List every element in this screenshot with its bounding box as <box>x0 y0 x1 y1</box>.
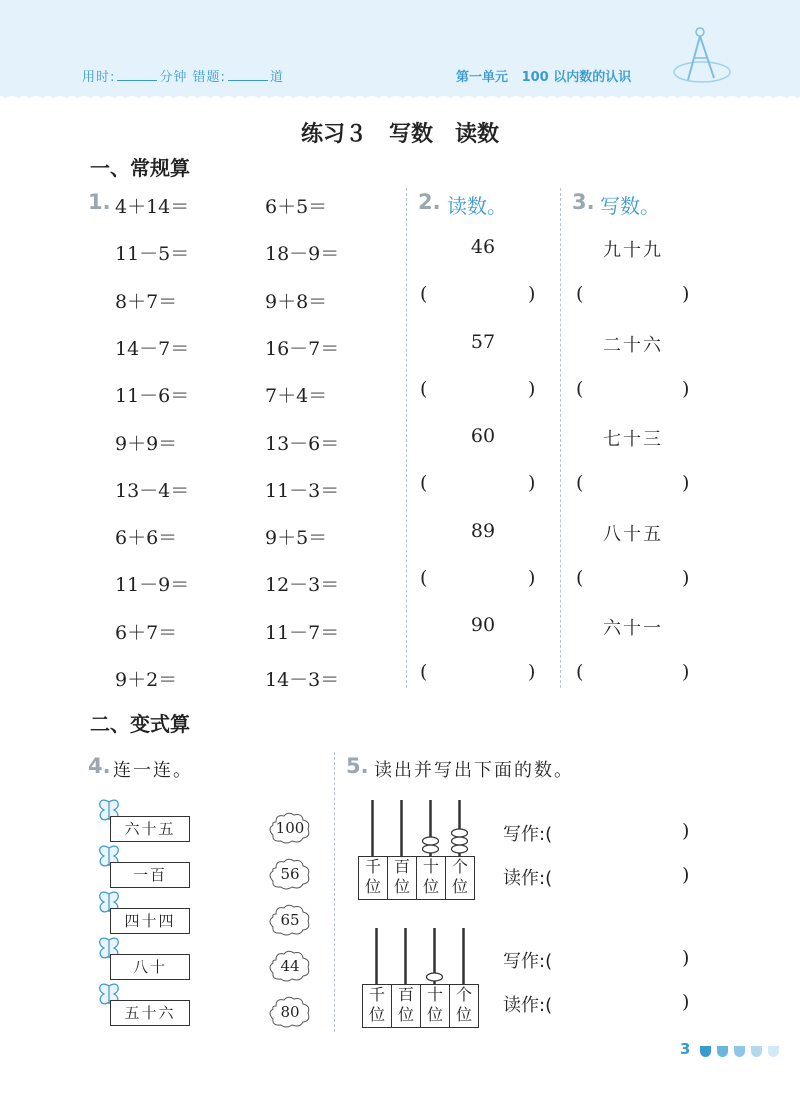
answer-blank[interactable] <box>434 282 524 306</box>
page-decoration-dot <box>751 1046 762 1057</box>
answer-paren-open: ( <box>576 566 584 589</box>
question-2-title: 读数。 <box>447 194 507 218</box>
number-words: 八十五 <box>603 523 663 545</box>
question-5-title: 读出并写出下面的数。 <box>374 760 574 781</box>
answer-paren-close: ) <box>682 566 690 589</box>
arithmetic-problem: 11－9＝ <box>115 574 190 597</box>
answer-blank[interactable] <box>590 660 680 684</box>
match-word-box[interactable]: 六十五 <box>110 816 190 842</box>
number-to-read: 60 <box>470 425 496 447</box>
place-suffix: 位 <box>393 877 410 896</box>
question-3-title: 写数。 <box>600 194 660 218</box>
place-name: 百 <box>397 985 414 1004</box>
page-decoration-dot <box>734 1046 745 1057</box>
place-value-cell <box>420 984 450 1028</box>
number-to-read: 57 <box>470 330 496 353</box>
answer-paren-close: ) <box>528 566 536 589</box>
match-number: 80 <box>280 1003 300 1021</box>
arithmetic-problem: 13－6＝ <box>265 432 340 455</box>
match-number: 56 <box>280 865 300 883</box>
answer-paren-close: ) <box>528 283 536 305</box>
arithmetic-problem: 11－7＝ <box>265 621 340 644</box>
answer-blank[interactable] <box>590 377 680 401</box>
abacus-rods <box>358 800 474 856</box>
answer-label: 读作:( <box>503 995 553 1016</box>
place-name: 十 <box>422 857 439 876</box>
read-answer-blank[interactable] <box>585 989 680 1013</box>
answer-paren-close: ) <box>528 377 536 400</box>
arithmetic-problem: 6＋5＝ <box>265 196 328 218</box>
abacus-bead <box>452 829 468 837</box>
answer-paren-close: ) <box>682 377 690 400</box>
answer-paren-close: ) <box>682 864 690 886</box>
arithmetic-problem: 7＋4＝ <box>265 385 328 408</box>
page-decoration-dot <box>768 1046 779 1057</box>
answer-paren-open: ( <box>420 283 428 305</box>
number-to-read: 46 <box>470 236 496 258</box>
arithmetic-problem: 11－6＝ <box>115 385 190 408</box>
abacus <box>358 800 474 900</box>
answer-blank[interactable] <box>434 377 524 401</box>
match-number-cloud[interactable] <box>270 952 310 980</box>
match-number-cloud[interactable] <box>270 906 310 934</box>
answer-paren-open: ( <box>420 566 428 589</box>
errors-blank[interactable] <box>228 68 268 81</box>
match-word-box[interactable]: 五十六 <box>110 1000 190 1026</box>
place-name: 千 <box>368 985 385 1004</box>
place-name: 百 <box>393 857 410 876</box>
answer-paren-close: ) <box>682 820 690 842</box>
time-blank[interactable] <box>117 68 157 81</box>
abacus-bead <box>423 837 439 845</box>
column-divider <box>334 752 335 1032</box>
answer-blank[interactable] <box>434 566 524 590</box>
header-scallop-edge <box>0 92 800 102</box>
arithmetic-problem: 9＋2＝ <box>115 669 178 691</box>
answer-label: 写作:( <box>503 951 553 972</box>
page-title: 练习３ 写数 读数 <box>300 122 499 147</box>
answer-label: 写作:( <box>503 824 553 845</box>
arithmetic-problem: 9＋9＝ <box>115 432 178 455</box>
answer-paren-close: ) <box>528 472 536 494</box>
answer-blank[interactable] <box>434 660 524 684</box>
answer-blank[interactable] <box>590 471 680 495</box>
place-name: 个 <box>451 857 468 876</box>
abacus-bead <box>427 973 443 981</box>
arithmetic-problem: 8＋7＝ <box>115 290 178 313</box>
answer-blank[interactable] <box>434 471 524 495</box>
place-suffix: 位 <box>364 877 381 896</box>
place-suffix: 位 <box>455 1005 472 1024</box>
place-value-cell <box>391 984 421 1028</box>
place-name: 千 <box>364 857 381 876</box>
place-name: 十 <box>426 985 443 1004</box>
answer-blank[interactable] <box>590 282 680 306</box>
count-label: 道 <box>269 70 284 85</box>
arithmetic-problem: 12－3＝ <box>265 574 340 597</box>
answer-paren-open: ( <box>420 472 428 494</box>
number-words: 九十九 <box>603 240 663 261</box>
match-word-box[interactable]: 四十四 <box>110 908 190 934</box>
answer-paren-open: ( <box>420 661 428 683</box>
place-value-cell <box>445 856 475 900</box>
arithmetic-problem: 14－7＝ <box>115 337 190 360</box>
answer-paren-close: ) <box>528 661 536 683</box>
abacus-bead <box>423 845 439 853</box>
page-decoration-dot <box>700 1046 711 1057</box>
answer-paren-open: ( <box>420 377 428 400</box>
answer-paren-open: ( <box>576 661 584 683</box>
match-word-box[interactable]: 一百 <box>110 862 190 888</box>
answer-paren-open: ( <box>576 377 584 400</box>
column-divider <box>406 188 407 688</box>
number-to-read: 90 <box>470 614 496 636</box>
unit-title: 100 以内数的认识 <box>521 70 632 85</box>
section-heading-routine: 一、常规算 <box>90 156 190 180</box>
place-suffix: 位 <box>451 877 468 896</box>
answer-blank[interactable] <box>590 566 680 590</box>
answer-paren-open: ( <box>576 472 584 494</box>
place-value-cell <box>416 856 446 900</box>
errors-label: 错题: <box>192 70 226 85</box>
time-errors-record <box>82 66 284 85</box>
arithmetic-problem: 16－7＝ <box>265 337 340 360</box>
place-suffix: 位 <box>397 1005 414 1024</box>
number-words: 二十六 <box>603 334 663 356</box>
abacus-bead <box>452 837 468 845</box>
arithmetic-problem: 9＋5＝ <box>265 527 328 550</box>
answer-paren-close: ) <box>682 661 690 683</box>
place-value-cell <box>449 984 479 1028</box>
place-suffix: 位 <box>422 877 439 896</box>
compass-icon <box>668 24 732 90</box>
abacus <box>362 928 478 1028</box>
place-value-cell <box>387 856 417 900</box>
arithmetic-problem: 4＋14＝ <box>115 196 190 218</box>
match-number: 44 <box>280 957 300 975</box>
question-2-number: 2. <box>418 190 441 214</box>
time-label: 用时: <box>82 70 116 85</box>
number-words: 六十一 <box>603 618 663 639</box>
question-1-number: 1. <box>88 190 111 214</box>
column-divider <box>560 188 561 688</box>
match-number-cloud[interactable] <box>270 998 310 1026</box>
arithmetic-problem: 14－3＝ <box>265 669 340 691</box>
question-5-number: 5. <box>346 754 369 778</box>
question-3-number: 3. <box>572 190 595 214</box>
page-decoration-dot <box>717 1046 728 1057</box>
answer-paren-close: ) <box>682 283 690 305</box>
answer-paren-close: ) <box>682 472 690 494</box>
arithmetic-problem: 6＋7＝ <box>115 621 178 644</box>
abacus-bead <box>452 845 468 853</box>
page-number: 3 <box>680 1040 691 1058</box>
answer-paren-close: ) <box>682 947 690 969</box>
arithmetic-problem: 11－3＝ <box>265 479 340 502</box>
number-words: 七十三 <box>603 429 663 450</box>
number-to-read: 89 <box>470 519 496 542</box>
write-answer-blank[interactable] <box>585 818 680 842</box>
match-number-cloud[interactable] <box>270 860 310 888</box>
write-answer-blank[interactable] <box>585 945 680 969</box>
place-suffix: 位 <box>368 1005 385 1024</box>
arithmetic-problem: 11－5＝ <box>115 243 190 266</box>
abacus-rods <box>362 928 478 984</box>
place-name: 个 <box>455 985 472 1004</box>
question-4-number: 4. <box>88 754 111 778</box>
match-word-box[interactable]: 八十 <box>110 954 190 980</box>
minute-label: 分钟 <box>159 70 188 85</box>
match-number: 65 <box>280 911 300 929</box>
place-suffix: 位 <box>426 1005 443 1024</box>
arithmetic-problem: 18－9＝ <box>265 243 340 266</box>
unit-label: 第一单元 <box>456 70 509 85</box>
answer-paren-close: ) <box>682 991 690 1013</box>
unit-heading <box>456 66 631 85</box>
arithmetic-problem: 13－4＝ <box>115 479 190 502</box>
answer-paren-open: ( <box>576 283 584 305</box>
arithmetic-problem: 9＋8＝ <box>265 290 328 313</box>
read-answer-blank[interactable] <box>585 862 680 886</box>
arithmetic-problem: 6＋6＝ <box>115 527 178 550</box>
place-value-cell <box>358 856 388 900</box>
section-heading-variant: 二、变式算 <box>90 712 190 736</box>
answer-label: 读作:( <box>503 868 553 889</box>
place-value-cell <box>362 984 392 1028</box>
match-number: 100 <box>275 819 305 837</box>
match-number-cloud[interactable] <box>270 814 310 842</box>
question-4-title: 连一连。 <box>113 760 193 781</box>
